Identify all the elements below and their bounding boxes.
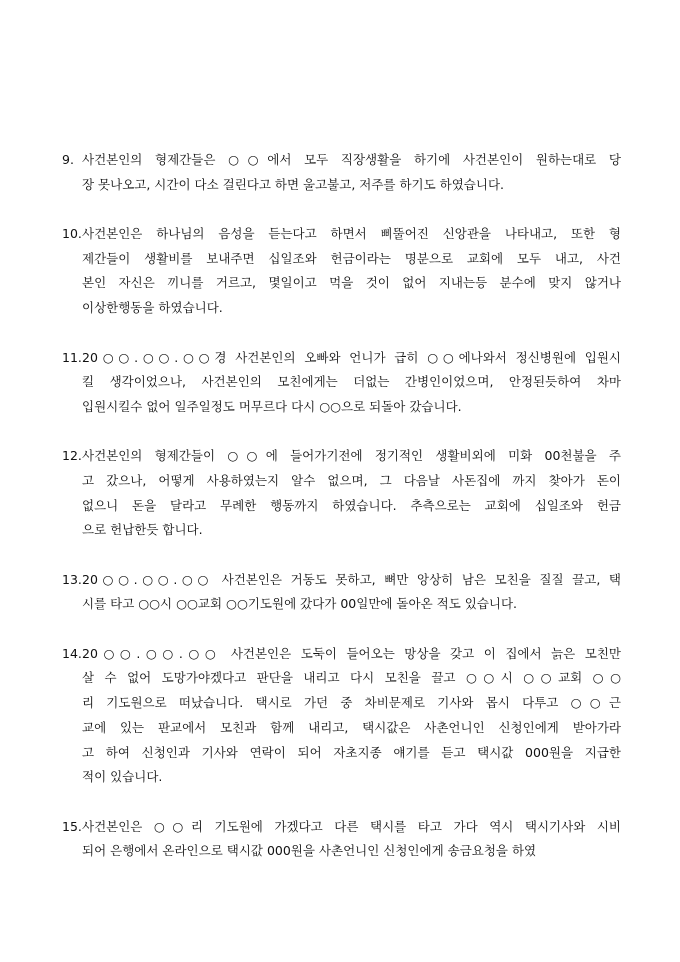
item-line: 이상한행동을 하였습니다. [82,300,223,316]
item-line: 리 기도원으로 떠났습니다. 택시로 가던 중 차비문제로 기사와 몹시 다투고 ○○근 [82,695,621,711]
item-number: 14. [62,645,82,661]
item-text [82,148,621,197]
item-line: 되어 은행에서 온라인으로 택시값 000원을 사촌언니인 신청인에게 송금요청을 하였 [82,843,537,859]
list-item-10 [62,222,621,321]
item-line: 사건본인의 형제간들은 ○○에서 모두 직장생활을 하기에 사건본인이 원하는대로 당 [82,152,621,167]
item-text [82,444,621,543]
item-line: 본인 자신은 끼니를 거르고, 몇일이고 먹을 것이 없어 지내는등 분수에 맞지 않거나 [82,275,621,291]
item-number: 13. [62,571,82,587]
list-item-13 [62,568,621,617]
item-text [82,642,621,790]
item-number: 10. [62,226,82,242]
item-line: 교에 있는 판교에서 모친과 함께 내리고, 택시값은 사촌언니인 신청인에게 받아가라 [82,719,621,735]
item-line: 20○○.○○.○○경 사건본인의 오빠와 언니가 급히 ○○에나와서 정신병원에 입원시 [82,349,621,365]
item-line: 시를 타고 ○○시 ○○교회 ○○기도원에 갔다가 00일만에 돌아온 적도 있습니다. [82,596,518,612]
item-text [82,346,621,420]
list-item-11 [62,346,621,420]
item-line: 적이 있습니다. [82,769,163,785]
list-item-15 [62,815,621,864]
item-number: 9. [62,152,74,167]
item-line: 제간들이 생활비를 보내주면 십일조와 헌금이라는 명분으로 교회에 모두 내고, 사건 [82,250,621,266]
item-line: 킬 생각이었으나, 사건본인의 모친에게는 더없는 간병인이었으며, 안정된듯하여 차마 [82,374,621,390]
item-text [82,815,621,864]
item-line: 살 수 없어 도망가야겠다고 판단을 내리고 다시 모친을 끌고 ○○시 ○○교회 ○○ [82,670,621,686]
item-line: 고 하여 신청인과 기사와 연락이 되어 자초지종 얘기를 듣고 택시값 000원을 지급한 [82,744,621,760]
item-line: 20○○.○○.○○ 사건본인은 거동도 못하고, 뼈만 앙상히 남은 모친을 질질 끌고, 택 [82,571,621,587]
item-line: 으로 헌납한듯 합니다. [82,522,203,538]
item-line: 고 갔으나, 어떻게 사용하였는지 알수 없으며, 그 다음날 사돈집에 까지 찾아가 돈이 [82,472,621,488]
item-line: 사건본인의 형제간들이 ○○에 들어가기전에 정기적인 생활비외에 미화 00천불을 주 [82,448,621,464]
item-number: 11. [62,349,82,365]
item-number: 15. [62,818,82,834]
item-line: 사건본인은 하나님의 음성을 듣는다고 하면서 삐뚤어진 신앙관을 나타내고, 또한 형 [82,226,621,242]
item-line: 없으니 돈을 달라고 무례한 행동까지 하였습니다. 추측으로는 교회에 십일조와 헌금 [82,497,621,513]
item-number: 12. [62,448,82,464]
item-line: 사건본인은 ○○리 기도원에 가겠다고 다른 택시를 타고 가다 역시 택시기사와 시비 [82,818,621,834]
list-item-12 [62,444,621,543]
item-line: 장 못나오고, 시간이 다소 걸린다고 하면 울고불고, 저주를 하기도 하였습니다. [82,176,505,192]
item-line: 입원시킬수 없어 일주일정도 머무르다 다시 ○○으로 되돌아 갔습니다. [82,398,462,414]
item-text [82,222,621,321]
list-item-9 [62,148,621,197]
item-text [82,568,621,617]
document-body [62,148,621,889]
item-line: 20○○.○○.○○ 사건본인은 도둑이 들어오는 망상을 갖고 이 집에서 늙은 모친만 [82,645,621,661]
list-item-14 [62,642,621,790]
